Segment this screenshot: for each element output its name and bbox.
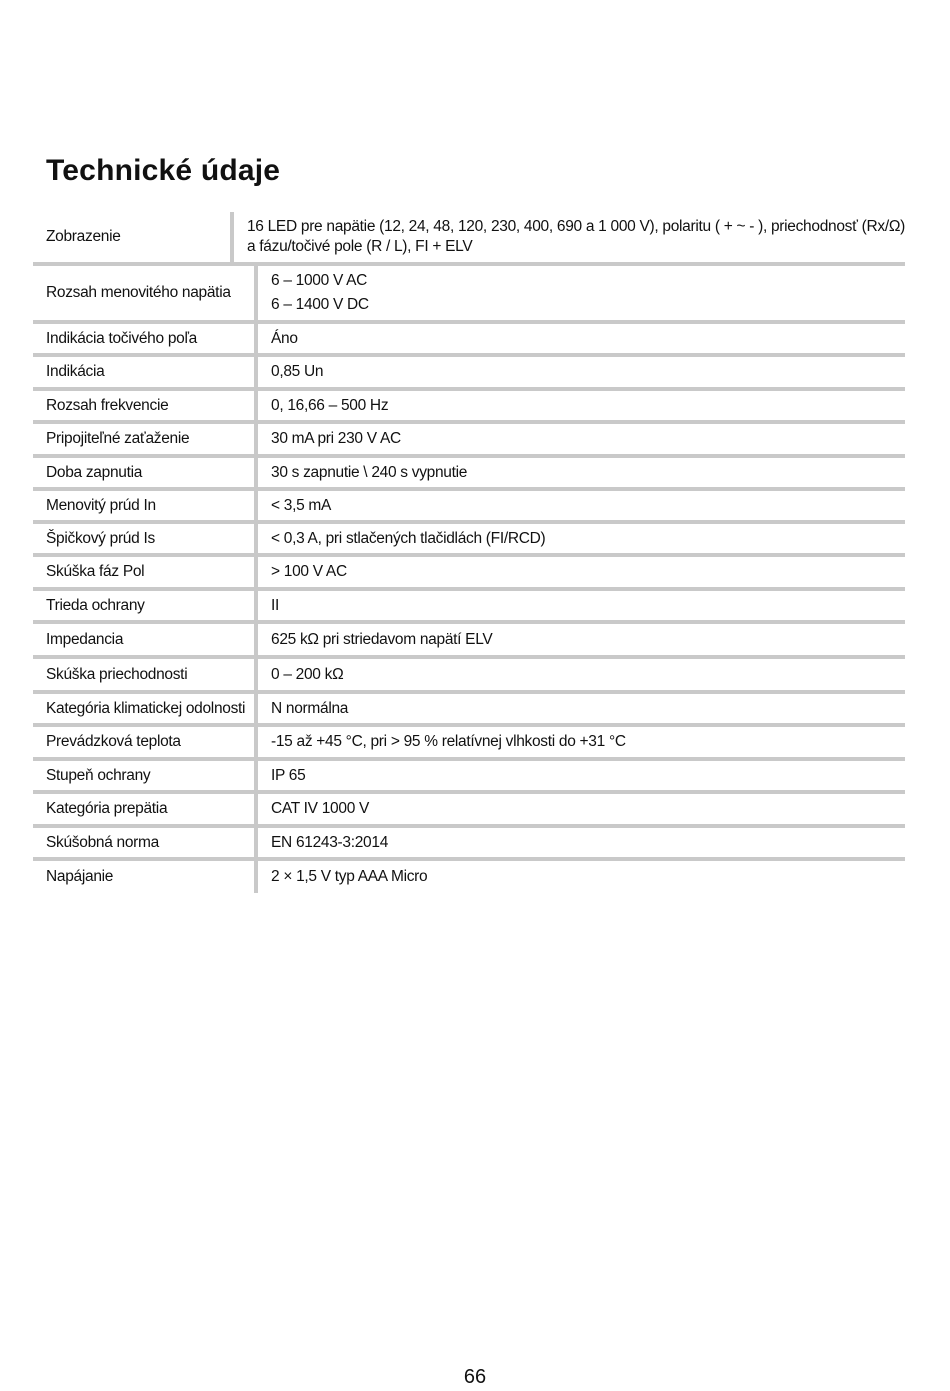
row-value-line: CAT IV 1000 V xyxy=(271,800,370,817)
row-value xyxy=(230,212,905,262)
row-label: Doba zapnutia xyxy=(46,463,143,481)
row-value-line: II xyxy=(271,596,280,614)
row-value-line: 30 mA pri 230 V AC xyxy=(271,430,401,447)
row-value-line: 0, 16,66 – 500 Hz xyxy=(271,396,389,414)
row-value xyxy=(254,694,905,723)
row-label: Pripojiteľné zaťaženie xyxy=(46,430,190,447)
row-label: Impedancia xyxy=(46,630,124,648)
row-value xyxy=(254,861,905,893)
row-label: Skúška fáz Pol xyxy=(46,563,145,580)
row-value xyxy=(254,591,905,620)
row-value-line: 0,85 Un xyxy=(271,363,324,380)
row-label: Kategória klimatickej odolnosti xyxy=(46,699,246,717)
table-row xyxy=(33,266,905,324)
row-value xyxy=(254,624,905,655)
row-value xyxy=(254,391,905,420)
table-row xyxy=(33,861,905,893)
table-row xyxy=(33,828,905,861)
row-value xyxy=(254,761,905,790)
row-label: Kategória prepätia xyxy=(46,800,168,817)
row-value xyxy=(254,659,905,690)
row-value-line: IP 65 xyxy=(271,766,306,784)
page-title: Technické údaje xyxy=(46,154,281,187)
row-label: Špičkový prúd Is xyxy=(46,529,155,547)
table-row xyxy=(33,761,905,794)
row-value-line: > 100 V AC xyxy=(271,563,347,580)
table-row xyxy=(33,491,905,524)
page-number: 66 xyxy=(463,1366,487,1388)
row-label: Stupeň ochrany xyxy=(46,766,151,784)
row-value xyxy=(254,458,905,487)
row-value xyxy=(254,828,905,857)
row-value-line: 6 – 1400 V DC xyxy=(271,296,369,313)
row-label: Trieda ochrany xyxy=(46,596,145,614)
row-value-line: Áno xyxy=(271,329,298,347)
table-row xyxy=(33,324,905,357)
row-value xyxy=(254,727,905,757)
row-label: Indikácia točivého poľa xyxy=(46,329,197,347)
table-row xyxy=(33,524,905,557)
spec-table xyxy=(33,212,905,893)
table-row xyxy=(33,424,905,458)
row-label: Indikácia xyxy=(46,363,105,380)
table-row xyxy=(33,727,905,761)
row-value-line: EN 61243-3:2014 xyxy=(271,833,389,851)
row-value-line: 16 LED pre napätie (12, 24, 48, 120, 230, 400, 690 a 1 000 V), polaritu ( + ~ - ), priechodnosť (Rx/Ω) xyxy=(246,218,905,235)
row-value xyxy=(254,524,905,553)
table-row xyxy=(33,557,905,591)
row-value xyxy=(254,557,905,587)
row-value-line: 30 s zapnutie \ 240 s vypnutie xyxy=(271,463,468,481)
table-row xyxy=(33,458,905,491)
row-label: Rozsah frekvencie xyxy=(46,396,169,414)
row-value-line: < 0,3 A, pri stlačených tlačidlách (FI/RCD) xyxy=(271,529,546,547)
row-value-line: 2 × 1,5 V typ AAA Micro xyxy=(271,868,428,885)
row-value-line: 625 kΩ pri striedavom napätí ELV xyxy=(271,630,493,648)
row-value xyxy=(254,357,905,387)
row-value-line: -15 až +45 °C, pri > 95 % relatívnej vlhkosti do +31 °C xyxy=(271,733,626,750)
row-value xyxy=(254,491,905,520)
row-value-line: N normálna xyxy=(271,699,349,717)
row-label: Skúška priechodnosti xyxy=(46,665,188,683)
table-row xyxy=(33,212,905,266)
table-row xyxy=(33,794,905,828)
table-row xyxy=(33,591,905,624)
table-row xyxy=(33,357,905,391)
row-value xyxy=(254,794,905,824)
row-label: Zobrazenie xyxy=(46,228,121,245)
row-value-line: 0 – 200 kΩ xyxy=(271,665,344,683)
table-row xyxy=(33,694,905,727)
row-value-line: 6 – 1000 V AC xyxy=(271,272,368,289)
row-value xyxy=(254,424,905,454)
table-row xyxy=(33,391,905,424)
table-row xyxy=(33,659,905,694)
row-label: Prevádzková teplota xyxy=(46,733,181,750)
table-row xyxy=(33,624,905,659)
row-label: Rozsah menovitého napätia xyxy=(46,284,231,301)
row-label: Skúšobná norma xyxy=(46,833,159,851)
row-value-line: < 3,5 mA xyxy=(271,496,332,514)
row-value xyxy=(254,324,905,353)
row-value xyxy=(254,266,905,320)
row-label: Menovitý prúd In xyxy=(46,496,156,514)
row-label: Napájanie xyxy=(46,868,114,885)
row-value-line: a fázu/točivé pole (R / L), FI + ELV xyxy=(246,238,473,255)
